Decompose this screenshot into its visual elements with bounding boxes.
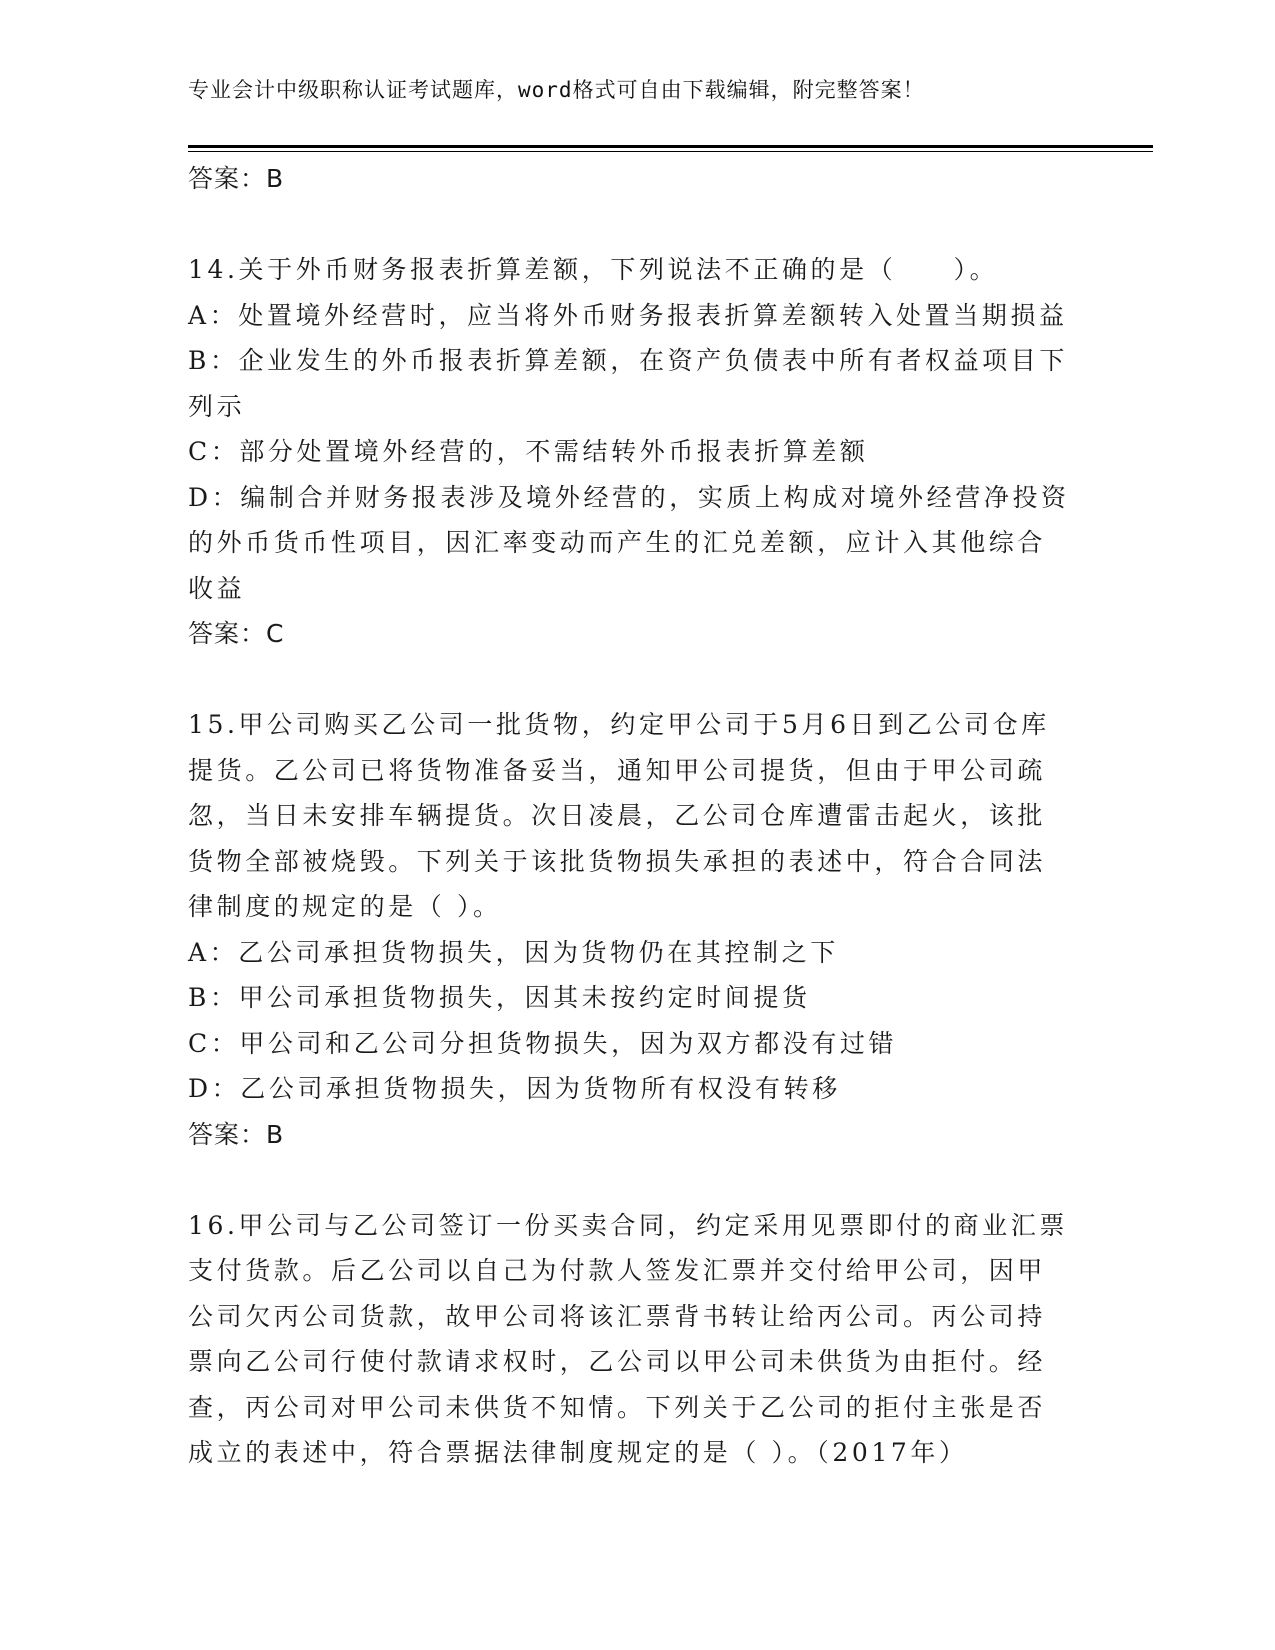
question-14-stem: 14.关于外币财务报表折算差额，下列说法不正确的是（ ）。 (188, 255, 999, 284)
header-rule-thick (188, 145, 1153, 148)
answer-14: 答案：C (188, 619, 285, 648)
question-16-stem-cont: 查，丙公司对甲公司未供货不知情。下列关于乙公司的拒付主张是否 (188, 1392, 1047, 1422)
spacer (188, 657, 1088, 703)
spacer (188, 1157, 1088, 1203)
header-rule-thin (188, 151, 1153, 152)
question-15-option-b: B：甲公司承担货物损失，因其未按约定时间提货 (188, 983, 811, 1012)
question-15-option-d: D：乙公司承担货物损失，因为货物所有权没有转移 (188, 1074, 841, 1103)
question-14-option-d-cont: 收益 (188, 573, 246, 603)
question-15-stem-cont: 律制度的规定的是（ ）。 (188, 892, 502, 921)
question-14 (188, 247, 1088, 657)
question-14-option-b: B：企业发生的外币报表折算差额，在资产负债表中所有者权益项目下 (188, 346, 1068, 375)
question-14-option-d-cont: 的外币货币性项目，因汇率变动而产生的汇兑差额，应计入其他综合 (188, 528, 1047, 557)
question-15-stem: 15.甲公司购买乙公司一批货物，约定甲公司于5月6日到乙公司仓库 (188, 710, 1050, 739)
question-16-stem: 16.甲公司与乙公司签订一份买卖合同，约定采用见票即付的商业汇票 (188, 1210, 1068, 1240)
question-16-stem-cont: 成立的表述中，符合票据法律制度规定的是（ ）。（2017年） (188, 1438, 968, 1467)
document-body (188, 156, 1088, 1476)
question-14-option-b-cont: 列示 (188, 391, 246, 421)
question-15-stem-cont: 忽，当日未安排车辆提货。次日凌晨，乙公司仓库遭雷击起火，该批 (188, 801, 1047, 830)
spacer (188, 202, 1088, 248)
page-header: 专业会计中级职称认证考试题库，word格式可自由下载编辑，附完整答案！ (188, 78, 925, 102)
question-15-option-a: A：乙公司承担货物损失，因为货物仍在其控制之下 (188, 937, 839, 967)
question-16-stem-cont: 支付货款。后乙公司以自己为付款人签发汇票并交付给甲公司，因甲 (188, 1256, 1047, 1285)
question-16 (188, 1203, 1088, 1476)
question-14-option-a: A：处置境外经营时，应当将外币财务报表折算差额转入处置当期损益 (188, 300, 1068, 330)
question-15-stem-cont: 货物全部被烧毁。下列关于该批货物损失承担的表述中，符合合同法 (188, 846, 1047, 876)
question-16-stem-cont: 公司欠丙公司货款，故甲公司将该汇票背书转让给丙公司。丙公司持 (188, 1301, 1047, 1331)
question-14-option-c: C：部分处置境外经营的，不需结转外币报表折算差额 (188, 437, 869, 466)
answer-15: 答案：B (188, 1119, 285, 1149)
question-15 (188, 702, 1088, 1157)
question-15-option-c: C：甲公司和乙公司分担货物损失，因为双方都没有过错 (188, 1028, 898, 1058)
question-16-stem-cont: 票向乙公司行使付款请求权时，乙公司以甲公司未供货为由拒付。经 (188, 1347, 1047, 1376)
question-14-option-d: D：编制合并财务报表涉及境外经营的，实质上构成对境外经营净投资 (188, 482, 1070, 512)
question-15-stem-cont: 提货。乙公司已将货物准备妥当，通知甲公司提货，但由于甲公司疏 (188, 755, 1047, 785)
answer-13: 答案：B (188, 164, 285, 193)
